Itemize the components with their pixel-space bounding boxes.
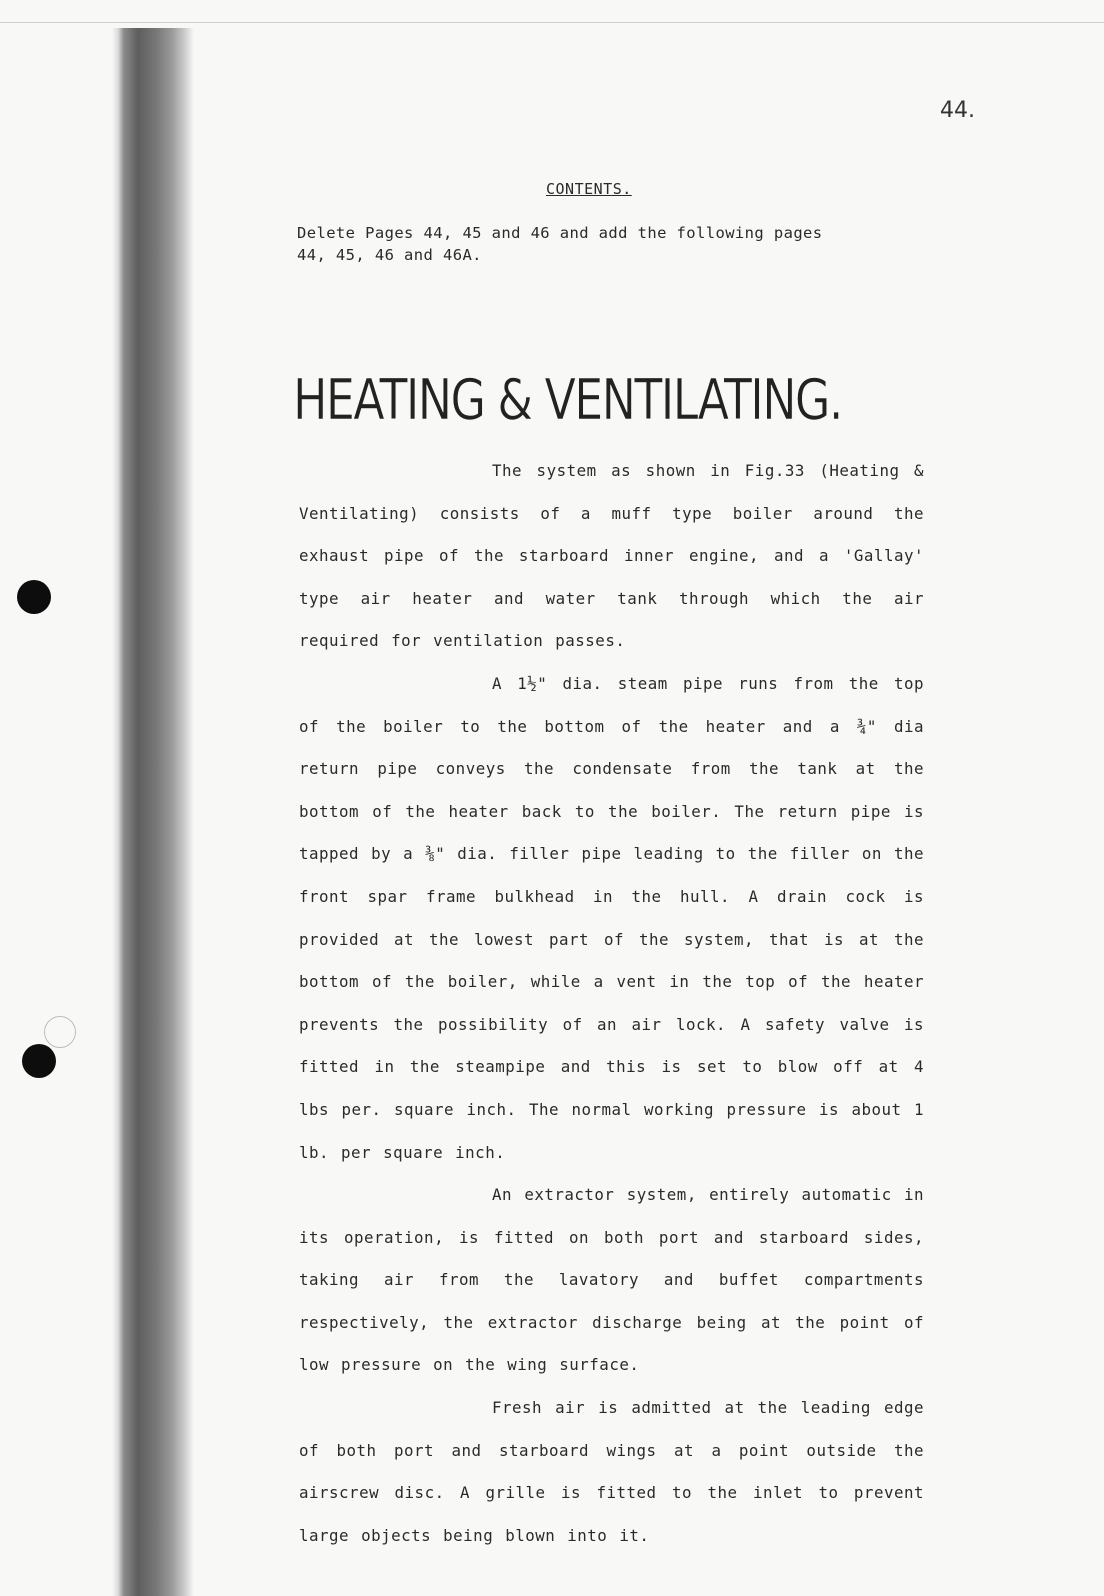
- contents-note: Delete Pages 44, 45 and 46 and add the following pages 44, 45, 46 and 46A.: [297, 224, 823, 264]
- page-number: 44.: [940, 98, 975, 123]
- binding-shadow: [112, 28, 194, 1596]
- paragraph: An extractor system, entirely automatic in its operation, is fitted on both port and starboard sides, taking air from the lavatory and buffet compartments respectively, the extractor discharge being at the point of low pressure on the wing surface.: [299, 1185, 924, 1375]
- punch-hole: [17, 580, 51, 614]
- paragraph: A 1½" dia. steam pipe runs from the top of the boiler to the bottom of the heater and a ¾" dia return pipe conveys the condensate from the tank at the bottom of the heater back to the boiler. The return pipe is tapped by a ⅜" dia. filler pipe leading to the filler on the front spar frame bulkhead in the hull. A drain cock is provided at the lowest part of the system, that is at the bottom of the boiler, while a vent in the top of the heater prevents the possibility of an air lock. A safety valve is fitted in the steampipe and this is set to blow off at 4 lbs per. square inch. The normal working pressure is about 1 lb. per square inch.: [299, 673, 924, 1162]
- contents-heading: CONTENTS.: [546, 180, 632, 198]
- punch-hole-ring: [44, 1016, 76, 1048]
- section-title: HEATING & VENTILATING.: [293, 368, 842, 433]
- paragraph: The system as shown in Fig.33 (Heating & Ventilating) consists of a muff type boiler around the exhaust pipe of the starboard inner engine, and a 'Gallay' type air heater and water tank through which the air required for ventilation passes.: [299, 461, 924, 651]
- body-text: [299, 450, 924, 1557]
- punch-hole: [22, 1044, 56, 1078]
- paragraph: Fresh air is admitted at the leading edge of both port and starboard wings at a point outside the airscrew disc. A grille is fitted to the inlet to prevent large objects being blown into it.: [299, 1398, 924, 1545]
- page-top-edge: [0, 22, 1104, 23]
